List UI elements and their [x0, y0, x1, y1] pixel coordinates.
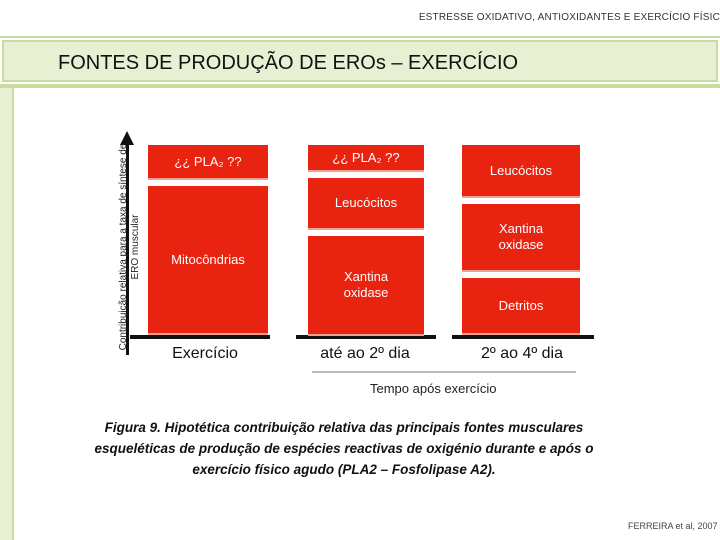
segment-label: Xantina oxidase	[343, 269, 389, 300]
segment-2-1	[308, 145, 424, 172]
running-header: ESTRESSE OXIDATIVO, ANTIOXIDANTES E EXERCÍCIO FÍSIC	[418, 12, 720, 23]
segment-2-3	[308, 236, 424, 336]
segment-2-2	[308, 178, 424, 230]
ero-sources-figure	[90, 125, 610, 485]
column-3	[462, 145, 580, 335]
segment-3-1	[462, 145, 580, 198]
y-axis-label: Contribuição relativa para a taxa de síntese de ERO muscular	[118, 143, 141, 351]
baseline-1	[130, 335, 270, 339]
segment-label: ¿¿ PLA₂ ??	[332, 149, 400, 165]
column-2	[308, 145, 424, 335]
segment-label: Detritos	[498, 297, 544, 313]
baseline-3	[452, 335, 594, 339]
citation: FERREIRA et al, 2007	[628, 521, 718, 531]
segment-label: Xantina oxidase	[498, 221, 544, 252]
segment-label: ¿¿ PLA₂ ??	[174, 153, 242, 169]
figure-caption: Figura 9. Hipotética contribuição relativa das principais fontes musculares esqueléticas de produção de espécies reactivas de oxigénio durante e após o exercício físico agudo (PLA2 – Fosfolipase A2).	[94, 420, 594, 477]
left-accent-bar	[0, 88, 14, 540]
x-axis-title: Tempo após exercício	[370, 381, 497, 396]
title-bar	[2, 40, 718, 82]
header-divider	[0, 36, 720, 38]
segment-1-2	[148, 186, 268, 335]
segment-label: Leucócitos	[489, 162, 553, 178]
segment-1-1	[148, 145, 268, 180]
segment-3-2	[462, 204, 580, 272]
x-category-2: até ao 2º dia	[320, 345, 410, 362]
title-divider	[0, 84, 720, 88]
segment-label: Leucócitos	[334, 195, 398, 210]
x-category-1: Exercício	[172, 345, 238, 362]
slide-title: FONTES DE PRODUÇÃO DE EROs – EXERCÍCIO	[58, 52, 519, 74]
x-category-3: 2º ao 4º dia	[481, 345, 563, 362]
segment-3-3	[462, 278, 580, 335]
time-axis-line	[312, 371, 576, 373]
column-1	[148, 145, 268, 335]
segment-label: Mitocôndrias	[171, 251, 245, 267]
